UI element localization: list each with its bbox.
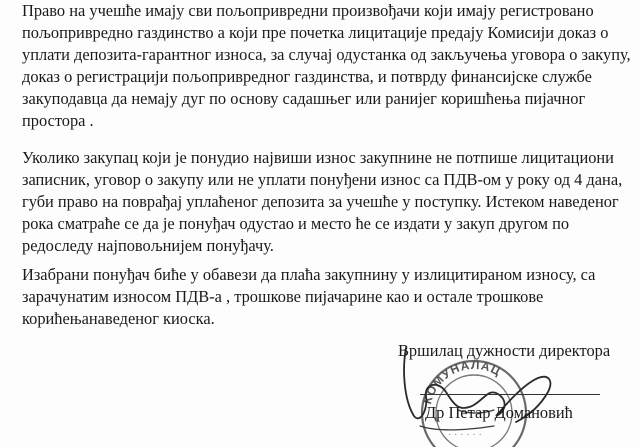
text-line: доказ о регистрацији пољопривредног газдинства, и потврду финансијске службе	[22, 67, 592, 86]
text-line: простора .	[22, 111, 94, 130]
text-line: Изабрани понуђач биће у обавези да плаћа закупнину у излицитираном износу, са	[22, 265, 596, 284]
text-line: Право на учешће имају сви пољопривредни произвођачи који имају регистровано	[22, 1, 594, 20]
text-line: редоследу најповољнијем понуђачу.	[22, 236, 274, 255]
text-line: уплати депозита-гарантног износа, за случај одустанка од закључења уговора о закупу,	[22, 45, 631, 64]
paragraph-lessee-obligations	[22, 147, 634, 257]
text-line: губи право на поврађај уплаћеног депозита за учешће у поступку. Истеком наведеног	[22, 192, 619, 211]
signature-line	[420, 394, 600, 395]
text-line: пољопривредно газдинство а који пре почетка лицитације предају Комисији доказ о	[22, 23, 609, 42]
text-line: Уколико закупац који је понудио највиши износ закупнине не потпише лицитациони	[22, 148, 614, 167]
signatory-title: Вршилац дужности директора	[398, 341, 611, 360]
paragraph-selected-bidder	[22, 264, 634, 330]
paragraph-participation-rights	[22, 0, 634, 132]
signatory-name: Др Петар Домановић	[425, 403, 573, 422]
text-line: зарачунатим износом ПДВ-а , трошкове пијачарине као и остале трошкове	[22, 287, 544, 306]
stamp-text: КОМУНАЛАЦ	[420, 357, 504, 406]
text-line: рока сматраће се да је понуђач одустао и место ће се издати у закуп другом по	[22, 214, 570, 233]
text-line: записник, уговор о закупу или не уплати понуђени износ са ПДВ-ом у року од 4 дана,	[22, 170, 623, 189]
text-line: корићењанаведеног киоска.	[22, 309, 215, 328]
svg-text:· · · · · ·: · · · · · ·	[448, 429, 482, 440]
text-line: закуподавца да немају дуг по основу садашњег или ранијег коришћења пијачног	[22, 89, 586, 108]
